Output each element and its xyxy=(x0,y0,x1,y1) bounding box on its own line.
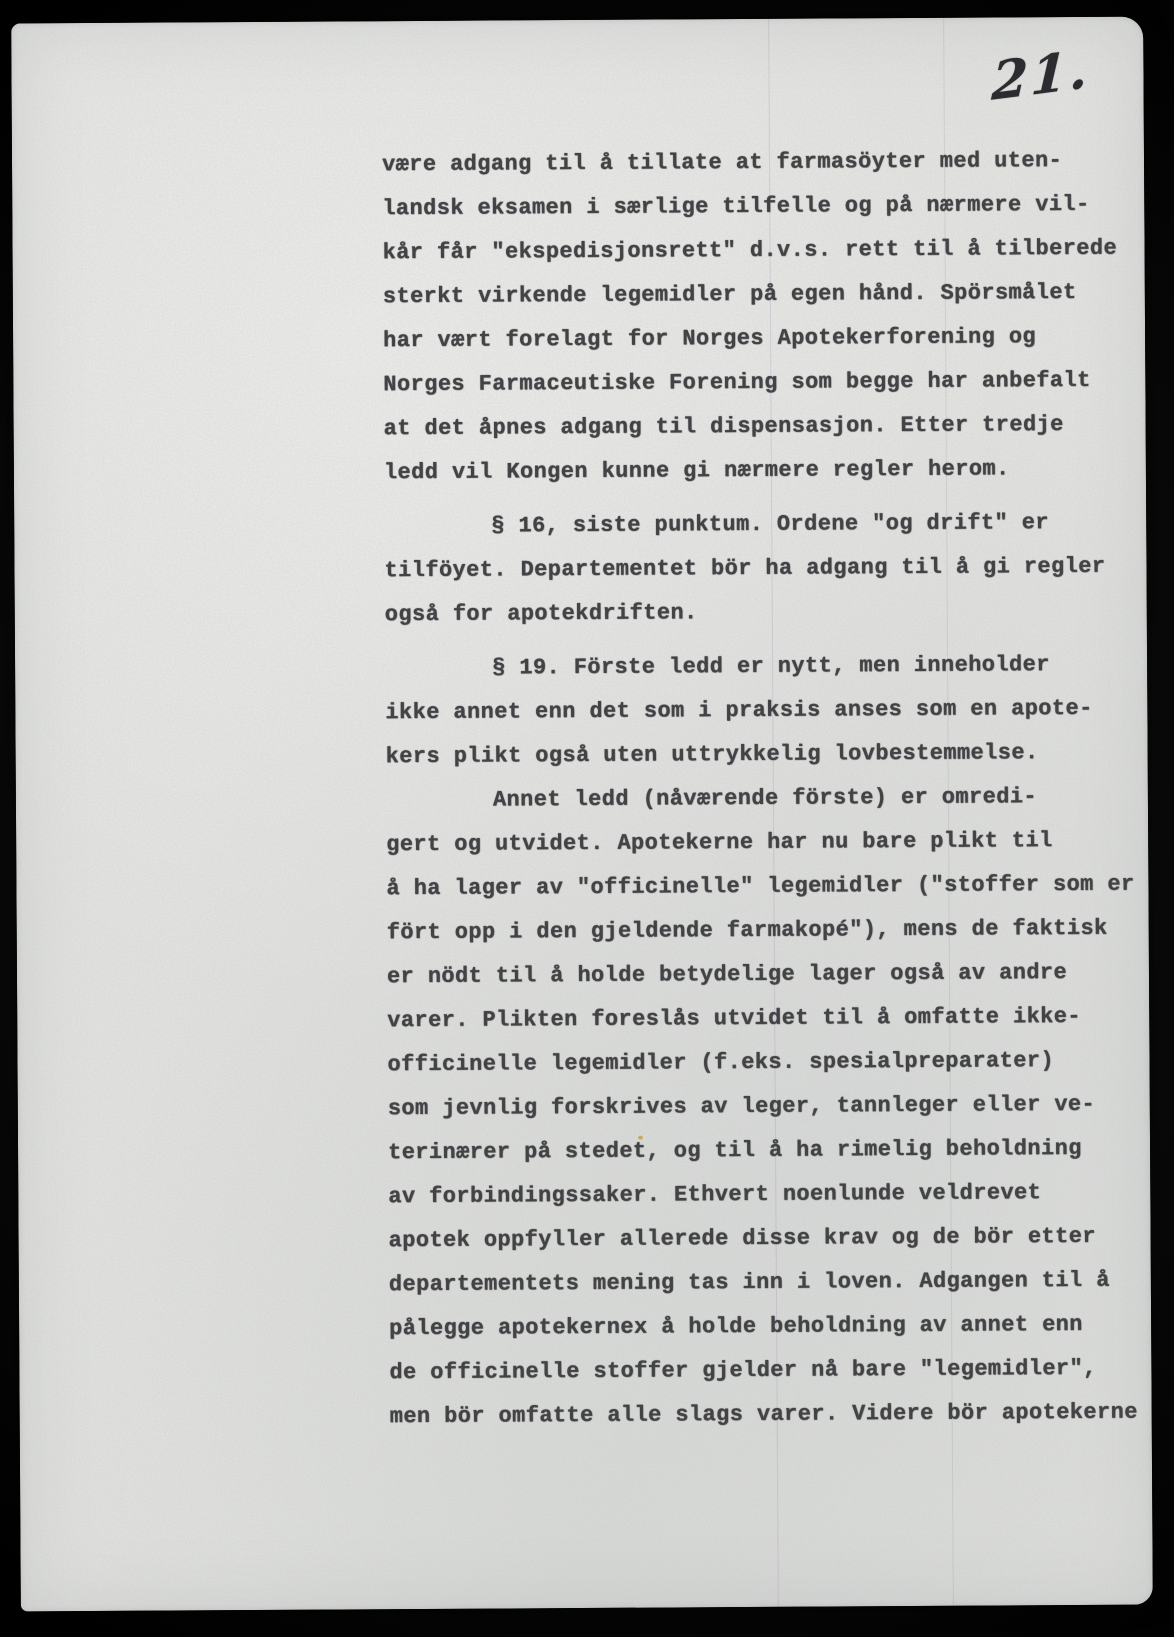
text-line: pålegge apotekernex å holde beholdning av annet enn xyxy=(389,1311,1083,1342)
paragraph xyxy=(386,775,1148,1440)
document-text xyxy=(382,139,1148,1440)
text-line: at det åpnes adgang til dispensasjon. Etter tredje xyxy=(383,412,1064,442)
page-number-handwritten: 21. xyxy=(990,38,1092,113)
text-line: § 16, siste punktum. Ordene "og drift" er xyxy=(491,510,1050,539)
text-line: gert og utvidet. Apotekerne har nu bare plikt til xyxy=(386,828,1053,858)
text-line: er nödt til å holde betydelige lager også av andre xyxy=(386,960,1068,990)
text-line: tilföyet. Departementet bör ha adgang til å gi regler xyxy=(384,553,1106,584)
text-line: være adgang til å tillate at farmasöyter med uten- xyxy=(381,148,1063,178)
paragraph xyxy=(385,643,1144,780)
text-line: de officinelle stoffer gjelder nå bare "legemidler", xyxy=(389,1355,1097,1386)
text-line: departementets mening tas inn i loven. Adgangen til å xyxy=(388,1267,1110,1298)
text-line: landsk eksamen i særlige tilfelle og på nærmere vil- xyxy=(382,191,1090,222)
text-line: sterkt virkende legemidler på egen hånd. Spörsmålet xyxy=(382,279,1077,310)
text-line: Norges Farmaceutiske Forening som begge har anbefalt xyxy=(383,367,1091,398)
text-line: av forbindingssaker. Ethvert noenlunde veldrevet xyxy=(388,1180,1042,1210)
text-line: varer. Plikten foreslås utvidet til å omfatte ikke- xyxy=(387,1003,1082,1034)
text-line: å ha lager av "officinelle" legemidler ("stoffer som er xyxy=(386,871,1135,902)
text-line: Annet ledd (nåværende förste) er omredi- xyxy=(492,784,1038,813)
scanned-page xyxy=(11,17,1153,1612)
text-line: apotek oppfyller allerede disse krav og de bör etter xyxy=(388,1223,1096,1254)
text-line: terinærer på stedet, og til å ha rimelig beholdning xyxy=(387,1135,1082,1166)
text-line: som jevnlig forskrives av leger, tannleger eller ve- xyxy=(387,1091,1096,1122)
text-line: også for apotekdriften. xyxy=(384,600,698,628)
text-line: har vært forelagt for Norges Apotekerforening og xyxy=(383,324,1037,354)
text-line: § 19. Förste ledd er nytt, men inneholder xyxy=(492,652,1050,681)
text-line: fört opp i den gjeldende farmakopé"), mens de faktisk xyxy=(386,915,1108,946)
text-line: ikke annet enn det som i praksis anses som en apote- xyxy=(385,695,1093,726)
text-line: kår får "ekspedisjonsrett" d.v.s. rett til å tilberede xyxy=(382,235,1118,266)
paragraph xyxy=(384,501,1143,638)
text-line: officinelle legemidler (f.eks. spesialpreparater) xyxy=(387,1048,1055,1078)
paragraph xyxy=(382,139,1142,496)
text-line: kers plikt også uten uttrykkelig lovbestemmelse. xyxy=(385,740,1039,770)
text-line: ledd vil Kongen kunne gi nærmere regler herom. xyxy=(383,456,1010,486)
text-line: men bör omfatte alle slags varer. Videre bör apotekerne xyxy=(389,1399,1138,1430)
